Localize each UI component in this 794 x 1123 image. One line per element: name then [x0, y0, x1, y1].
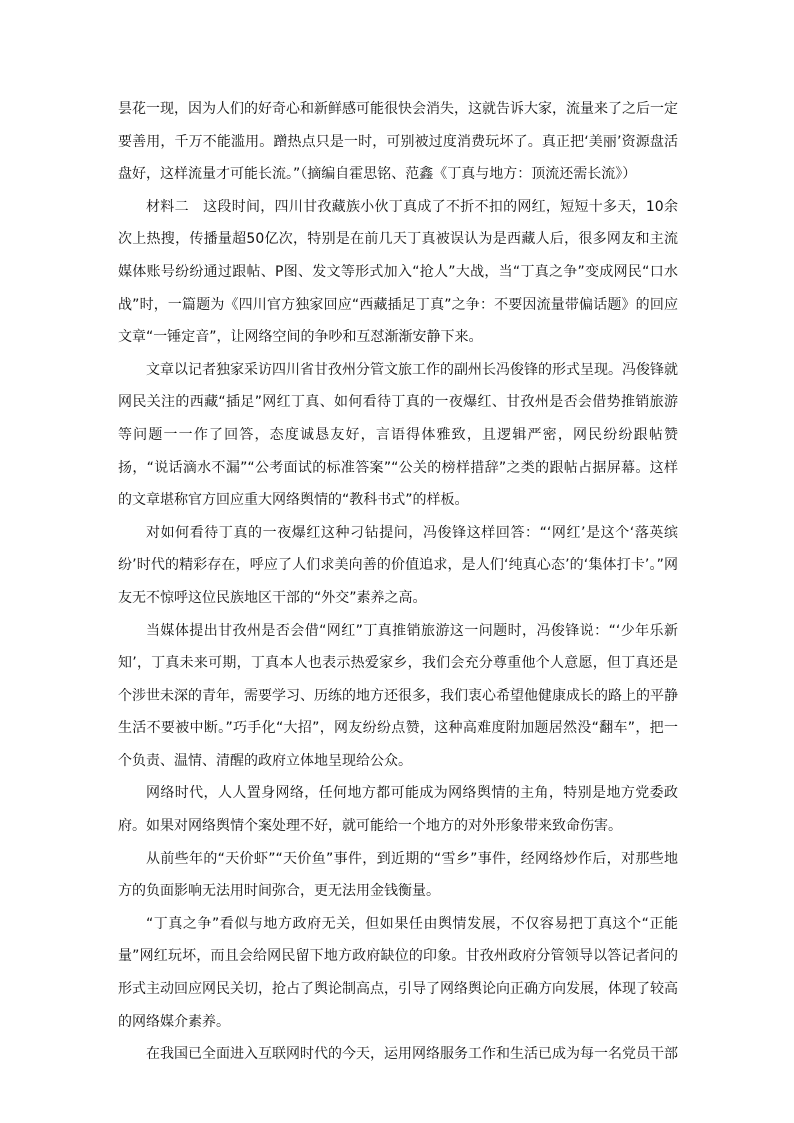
paragraph-internet-age: 在我国已全面进入互联网时代的今天，运用网络服务工作和生活已成为每一名党员干部: [146, 1046, 678, 1063]
paragraph-past-events: 从前些年的“天价虾”“天价鱼”事件，到近期的“雪乡”事件，经网络炒作后，对那些地方的负面影响无法用时间弥合，更无法用金钱衡量。: [118, 850, 678, 900]
paragraph-material-two: 材料二 这段时间，四川甘孜藏族小伙丁真成了不折不扣的网红，短短十多天，10余次上热搜，传播量超50亿次，特别是在前几天丁真被误认为是西藏人后，很多网友和主流媒体账号纷纷通过跟帖、P图、发文等形式加入“抢人”大战，当“丁真之争”变成网民“口水战”时，一篇题为《四川官方独家回应“西藏插足丁真”之争：不要因流量带偏话题》的回应文章“一锤定音”，让网络空间的争吵和互怼渐渐安静下来。: [118, 198, 678, 346]
paragraph-answer-two: 当媒体提出甘孜州是否会借“网红”丁真推销旅游这一问题时，冯俊锋说：“‘少年乐新知’，丁真未来可期，丁真本人也表示热爱家乡，我们会充分尊重他个人意愿，但丁真还是个涉世未深的青年，需要学习、历练的地方还很多，我们衷心希望他健康成长的路上的平静生活不要被中断。”巧手化“大招”，网友纷纷点赞，这种高难度附加题居然没“翻车”，把一个负责、温情、清醒的政府立体地呈现给公众。: [118, 622, 678, 769]
document-body: [118, 93, 678, 1071]
paragraph-network-era: 网络时代，人人置身网络，任何地方都可能成为网络舆情的主角，特别是地方党委政府。如果对网络舆情个案处理不好，就可能给一个地方的对外形象带来致命伤害。: [118, 785, 678, 835]
paragraph-continuation: 昙花一现，因为人们的好奇心和新鲜感可能很快会消失，这就告诉大家，流量来了之后一定要善用，千万不能滥用。蹭热点只是一时，可别被过度消费玩坏了。真正把‘美丽’资源盘活盘好，这样流量才可能长流。”（摘编自霍思铭、范鑫《丁真与地方：顶流还需长流》）: [118, 101, 678, 183]
paragraph-answer-one: 对如何看待丁真的一夜爆红这种刁钻提问，冯俊锋这样回答：“‘网红’是这个‘落英缤纷’时代的精彩存在，呼应了人们求美向善的价值追求，是人们‘纯真心态’的‘集体打卡’。”网友无不惊呼这位民族地区干部的“外交”素养之高。: [118, 524, 678, 606]
paragraph-dingzhen-dispute: “丁真之争”看似与地方政府无关，但如果任由舆情发展，不仅容易把丁真这个“正能量”网红玩坏，而且会给网民留下地方政府缺位的印象。甘孜州政府分管领导以答记者问的形式主动回应网民关切，抢占了舆论制高点，引导了网络舆论向正确方向发展，体现了较高的网络媒介素养。: [118, 915, 678, 1030]
paragraph-interview: 文章以记者独家采访四川省甘孜州分管文旅工作的副州长冯俊锋的形式呈现。冯俊锋就网民关注的西藏“插足”网红丁真、如何看待丁真的一夜爆红、甘孜州是否会借势推销旅游等问题一一作了回答，态度诚恳友好，言语得体雅致，且逻辑严密，网民纷纷跟帖赞扬，“说话滴水不漏”“公考面试的标准答案”“公关的榜样措辞”之类的跟帖占据屏幕。这样的文章堪称官方回应重大网络舆情的“教科书式”的样板。: [118, 361, 678, 509]
